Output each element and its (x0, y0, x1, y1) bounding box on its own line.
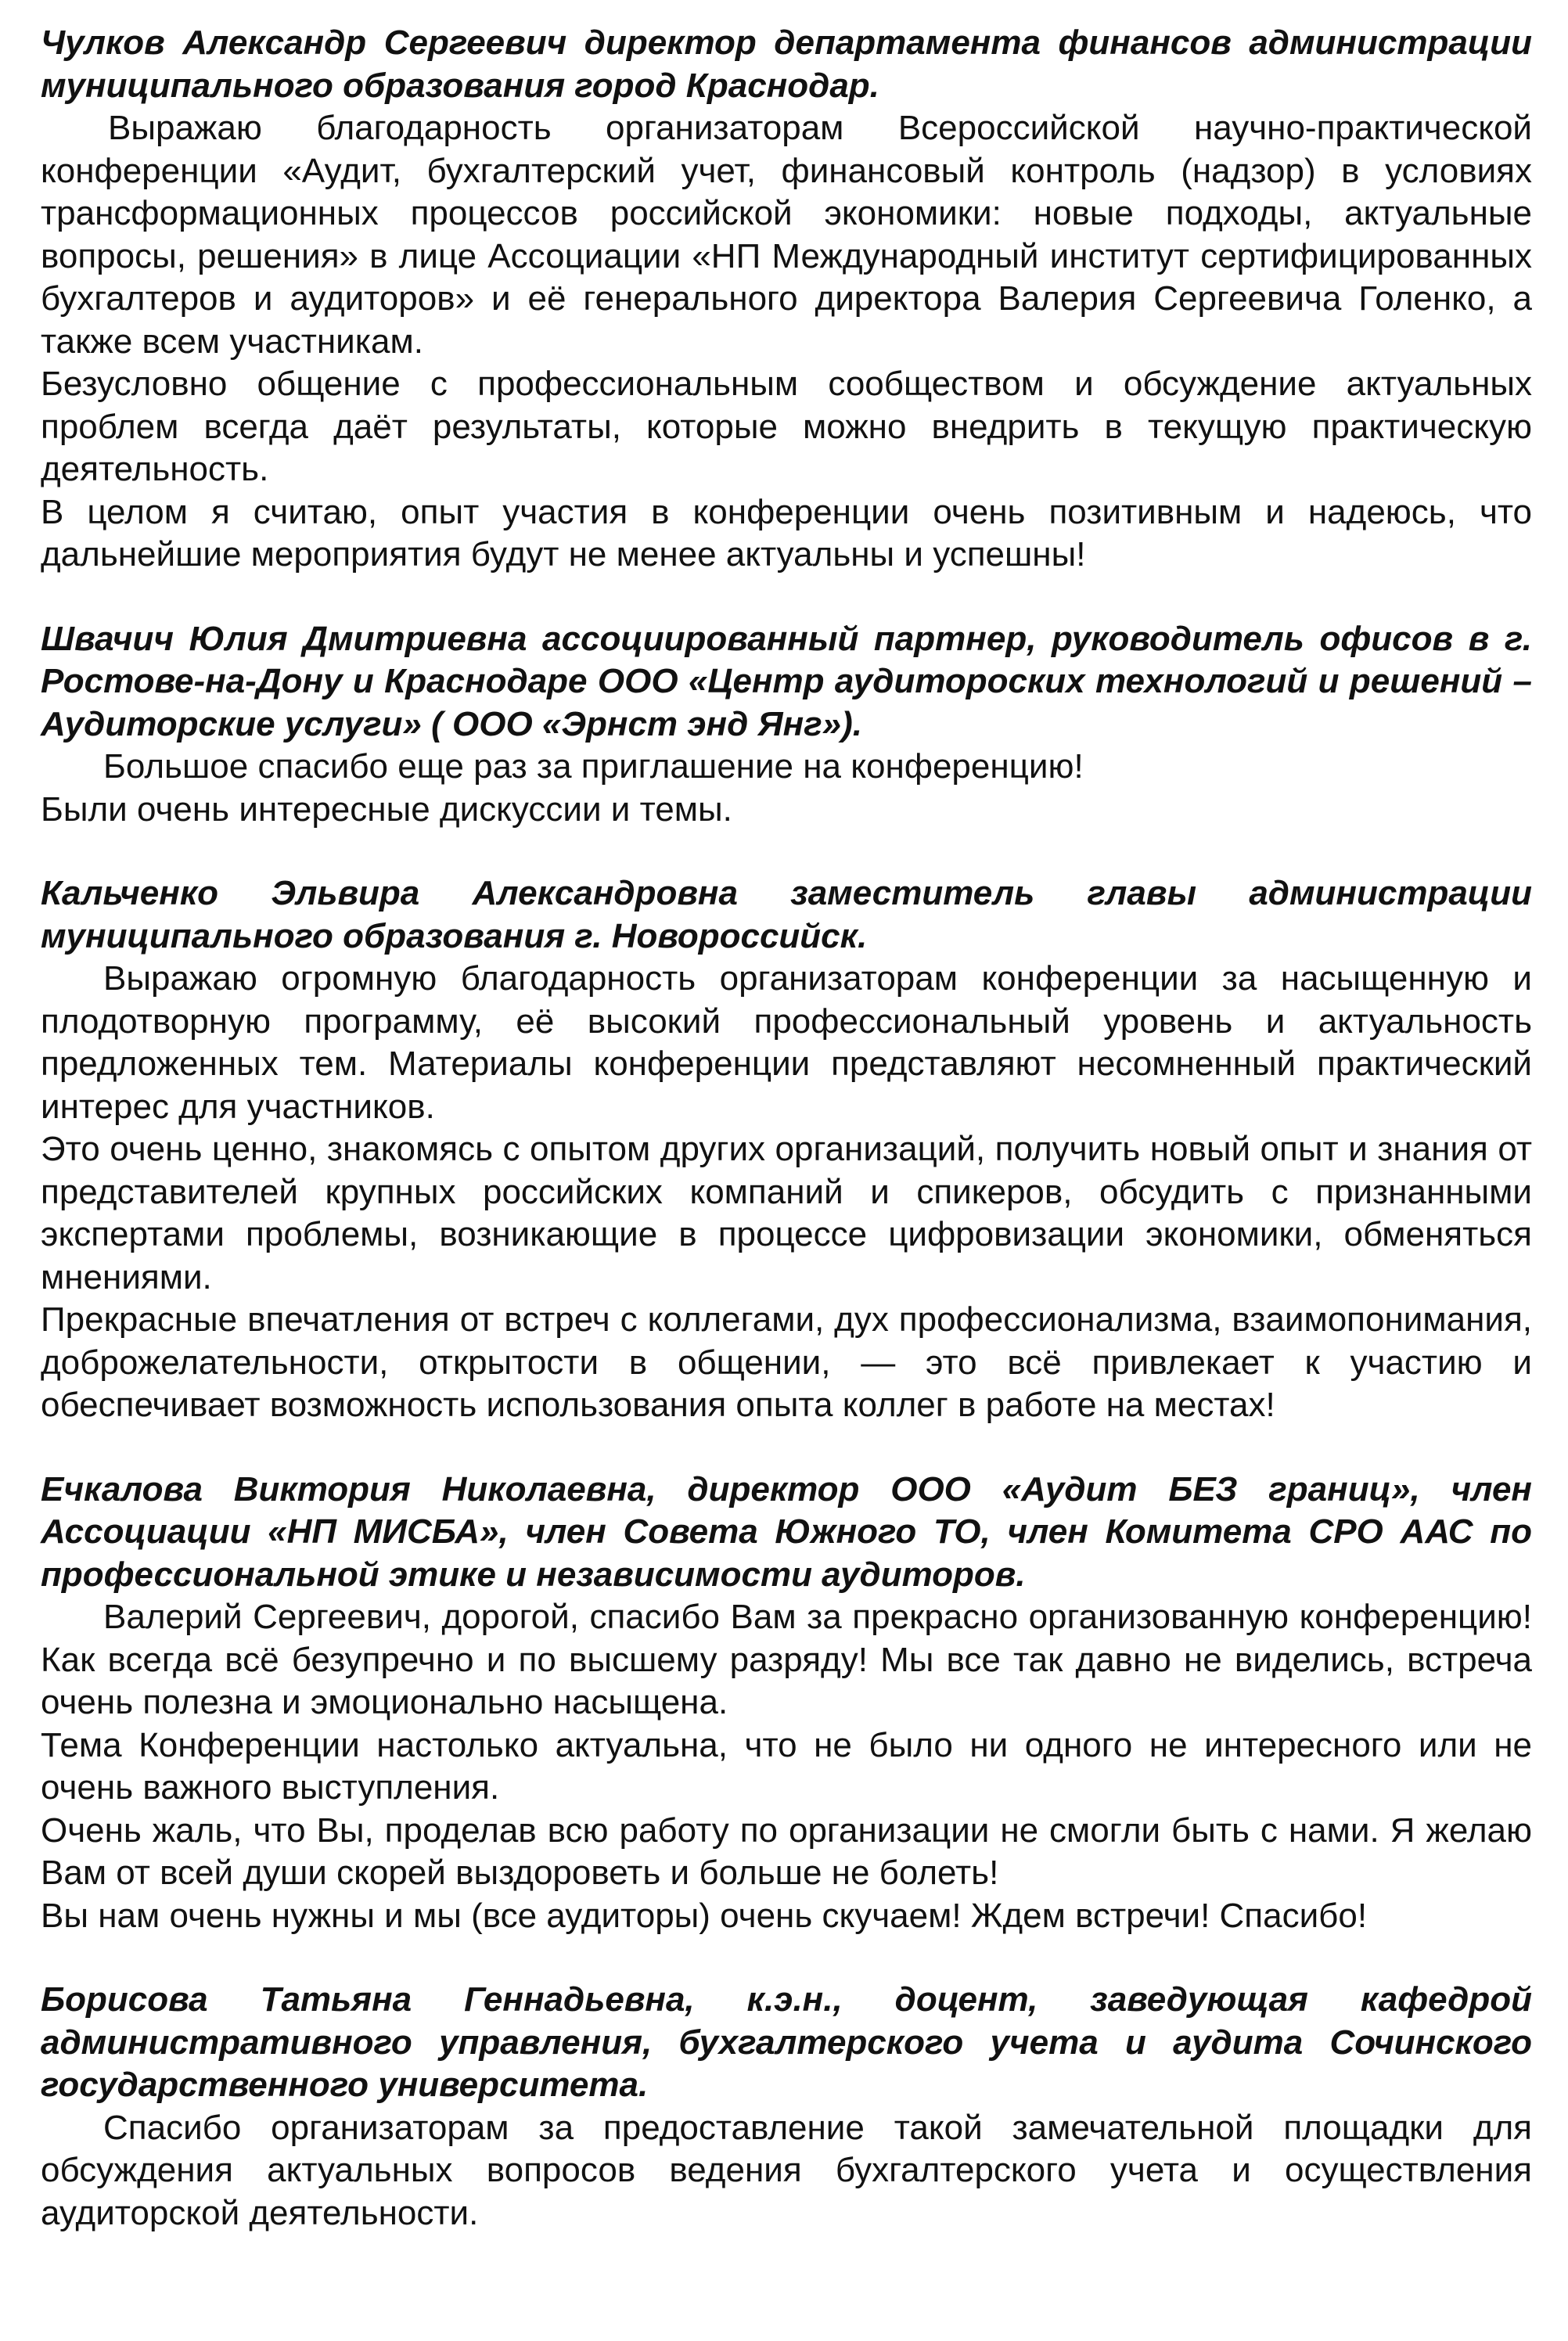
testimonial-entry (41, 22, 1532, 577)
testimonial-paragraph: Спасибо организаторам за предоставление такой замечательной площадки для обсуждения актуальных вопросов ведения бухгалтерского учета и осуществления аудиторской деятельности. (41, 2108, 1532, 2232)
testimonial-paragraph: Большое спасибо еще раз за приглашение на конференцию! (103, 747, 1084, 786)
testimonial-entry (41, 1469, 1532, 1938)
testimonial-paragraph: Выражаю благодарность организаторам Всероссийской научно-практической конференции «Аудит, бухгалтерский учет, финансовый контроль (надзор) в условиях трансформационных процессов российской экономики: новые подходы, актуальные вопросы, решения» в лице Ассоциации «НП Международный институт сертифицированных бухгалтеров и аудиторов» и её генерального директора Валерия Сергеевича Голенко, а также всем участникам. (41, 109, 1532, 361)
testimonial-paragraph: В целом я считаю, опыт участия в конференции очень позитивным и надеюсь, что дальнейшие мероприятия будут не менее актуальны и успешны! (41, 492, 1532, 574)
testimonial-paragraph: Валерий Сергеевич, дорогой, спасибо Вам за прекрасно организованную конференцию! Как всегда всё безупречно и по высшему разряду! Мы все так давно не виделись, встреча очень полезна и эмоционально насыщена. (41, 1598, 1532, 1721)
testimonial-entry (41, 618, 1532, 832)
author-heading: Швачич Юлия Дмитриевна ассоциированный партнер, руководитель офисов в г. Ростове-на-Дону и Краснодаре ООО «Центр аудиторoских технологий и решений – Аудиторские услуги» ( ООО «Эрнст энд Янг»). (41, 619, 1532, 743)
author-heading: Ечкалова Виктория Николаевна, директор ООО «Аудит БЕЗ границ», член Ассоциации «НП МИСБА», член Совета Южного ТО, член Комитета СРО ААС по профессиональной этике и независимости аудиторов. (41, 1469, 1532, 1594)
document-page (41, 22, 1532, 2276)
testimonial-paragraph: Очень жаль, что Вы, проделав всю работу по организации не смогли быть с нами. Я желаю Вам от всей души скорей выздороветь и больше не болеть! (41, 1811, 1532, 1892)
testimonial-paragraph: Были очень интересные дискуссии и темы. (41, 789, 732, 829)
testimonial-paragraph: Тема Конференции настолько актуальна, что не было ни одного не интересного или не очень важного выступления. (41, 1725, 1532, 1807)
author-heading: Борисова Татьяна Геннадьевна, к.э.н., доцент, заведующая кафедрой административного управления, бухгалтерского учета и аудита Сочинского государственного университета. (41, 1980, 1532, 2104)
testimonial-entry (41, 1979, 1532, 2235)
testimonial-paragraph: Это очень ценно, знакомясь с опытом других организаций, получить новый опыт и знания от представителей крупных российских компаний и спикеров, обсудить с признанными экспертами проблемы, возникающие в процессе цифровизации экономики, обменяться мнениями. (41, 1130, 1532, 1296)
testimonial-entry (41, 872, 1532, 1427)
testimonial-paragraph: Выражаю огромную благодарность организаторам конференции за насыщенную и плодотворную программу, её высокий профессиональный уровень и актуальность предложенных тем. Материалы конференции представляют несомненный практический интерес для участников. (41, 959, 1532, 1126)
testimonial-paragraph: Безусловно общение с профессиональным сообществом и обсуждение актуальных проблем всегда даёт результаты, которые можно внедрить в текущую практическую деятельность. (41, 365, 1532, 488)
author-heading: Чулков Александр Сергеевич директор департамента финансов администрации муниципального образования город Краснодар. (41, 23, 1532, 105)
testimonial-paragraph: Прекрасные впечатления от встреч с коллегами, дух профессионализма, взаимопонимания, доброжелательности, открытости в общении, — это всё привлекает к участию и обеспечивает возможность использования опыта коллег в работе на местах! (41, 1300, 1532, 1424)
testimonial-paragraph: Вы нам очень нужны и мы (все аудиторы) очень скучаем! Ждем встречи! Спасибо! (41, 1896, 1368, 1935)
author-heading: Кальченко Эльвира Александровна заместитель главы администрации муниципального образования г. Новороссийск. (41, 874, 1532, 955)
